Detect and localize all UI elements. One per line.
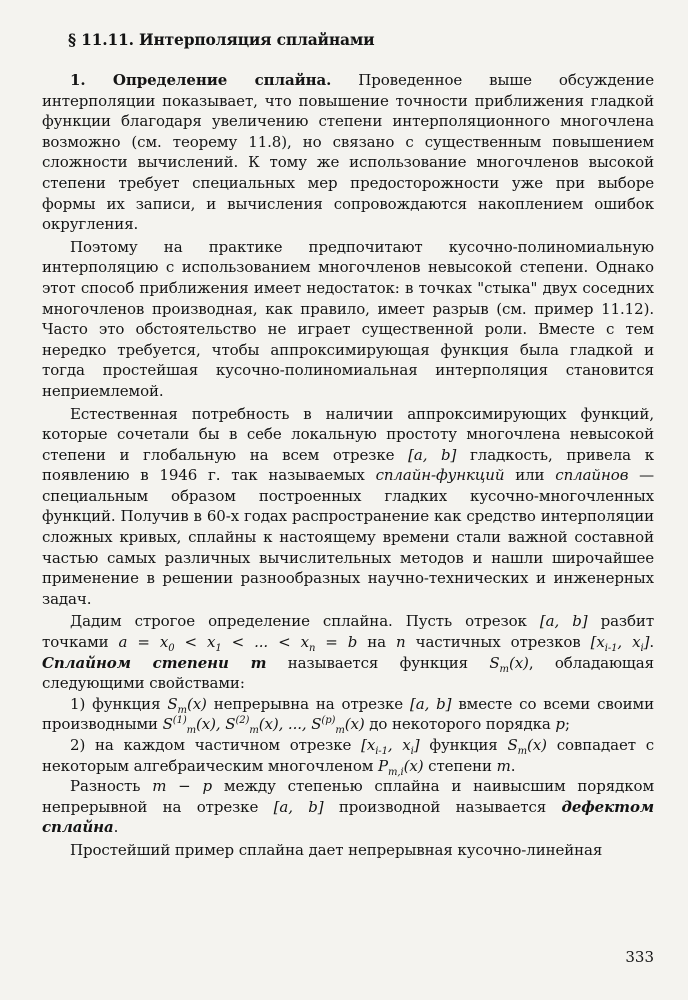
interval-ab: [a, b]	[409, 694, 452, 713]
paragraph-simplest-example: Простейший пример сплайна дает непрерывная кусочно-линейная	[70, 840, 603, 859]
term-splines: сплайнов	[555, 466, 629, 485]
term-defect: дефектом сплайна	[42, 797, 655, 837]
property-2: 2) на каждом частичном отрезке [$x_{i-1}$, $x_i$] функция $S_m(x)$ совпадает с некоторым алгебраическим многочленом $P_{m,i}(x)$ степени m.	[42, 736, 655, 778]
paragraph-definition	[42, 70, 654, 235]
section-title: Интерполяция сплайнами	[139, 30, 375, 49]
derivatives-formula: $S^{(1)}_m(x)$, $S^{(2)}_m(x)$, ..., $S^{(p)}_m(x)$	[162, 715, 365, 737]
subsection-lead: 1. Определение сплайна.	[70, 71, 332, 89]
segment-formula: [$x_{i-1}$, $x_i$]	[590, 633, 650, 655]
spline-function: $S_m(x)$	[489, 653, 529, 675]
term-spline-degree: Сплайном степени m	[42, 653, 267, 672]
term-spline-functions: сплайн-функций	[375, 466, 505, 485]
interval-ab: [a, b]	[273, 797, 324, 816]
polynomial-formula: $P_{m,i}(x)$	[378, 756, 424, 778]
paragraph-text: Проведенное выше обсуждение интерполяции показывает, что повышение точности приближения гладкой функции благодаря увеличению степени интерполяционного многочлена возможно (см. теорему 11.8), но связано с существенным повышением сложности вычислений. К тому же использование многочленов высокой степени требует специальных мер предосторожности уже при выборе формы их записи, и вычисления сопровождаются накоплением ошибок округления.	[42, 71, 654, 234]
interval-ab: [a, b]	[408, 445, 457, 464]
body-text	[42, 70, 654, 861]
partition-formula: $a = x_0 < x_1$ < ... < $x_n = b$	[118, 633, 358, 655]
interval-ab: [a, b]	[539, 612, 588, 631]
paragraph-history: Естественная потребность в наличии аппроксимирующих функций, которые сочетали бы в себе локальную простоту многочлена невысокой степени и глобальную на всем отрезке [a, b] гладкость, привела к появлению в 1946 г. так называемых сплайн-функций или сплайнов — специальным образом построенных гладких кусочно-многочленных функций. Получив в 60-х годах распространение как средство интерполяции сложных кривых, сплайны к настоящему времени стали важной составной частью самых различных вычислительных методов и нашли широчайшее применение в решении разнообразных научно-технических и инженерных задач.	[42, 404, 655, 608]
section-number: § 11.11.	[68, 30, 134, 49]
paragraph-piecewise: Поэтому на практике предпочитают кусочно-полиномиальную интерполяцию с использованием многочленов невысокой степени. Однако этот способ приближения имеет недостаток: в точках "стыка" двух соседних многочленов производная, как правило, имеет разрыв (см. пример 11.12). Часто это обстоятельство не играет существенной роли. Вместе с тем нередко требуется, чтобы аппроксимирующая функция была гладкой и тогда простейшая кусочно-полиномиальная интерполяция становится неприемлемой.	[42, 237, 654, 400]
section-heading	[68, 30, 374, 49]
page-number: 333	[625, 948, 654, 966]
property-1: 1) функция $S_m(x)$ непрерывна на отрезке [a, b] вместе со всеми своими производными $S^{(1)}_m(x)$, $S^{(2)}_m(x)$, ..., $S^{(p)}_m(x)$ до некоторого порядка p;	[42, 694, 655, 737]
paragraph-defect: Разность m − p между степенью сплайна и наивысшим порядком непрерывной на отрезке [a, b] производной называется дефектом сплайна.	[42, 777, 655, 837]
paragraph-definition-formal: Дадим строгое определение сплайна. Пусть отрезок [a, b] разбит точками $a = x_0 < x_1$ < ... < $x_n = b$ на n частичных отрезков [$x_{i-1}$, $x_i$]. Сплайном степени m называется функция $S_m(x)$, обладающая следующими свойствами:	[42, 612, 655, 693]
